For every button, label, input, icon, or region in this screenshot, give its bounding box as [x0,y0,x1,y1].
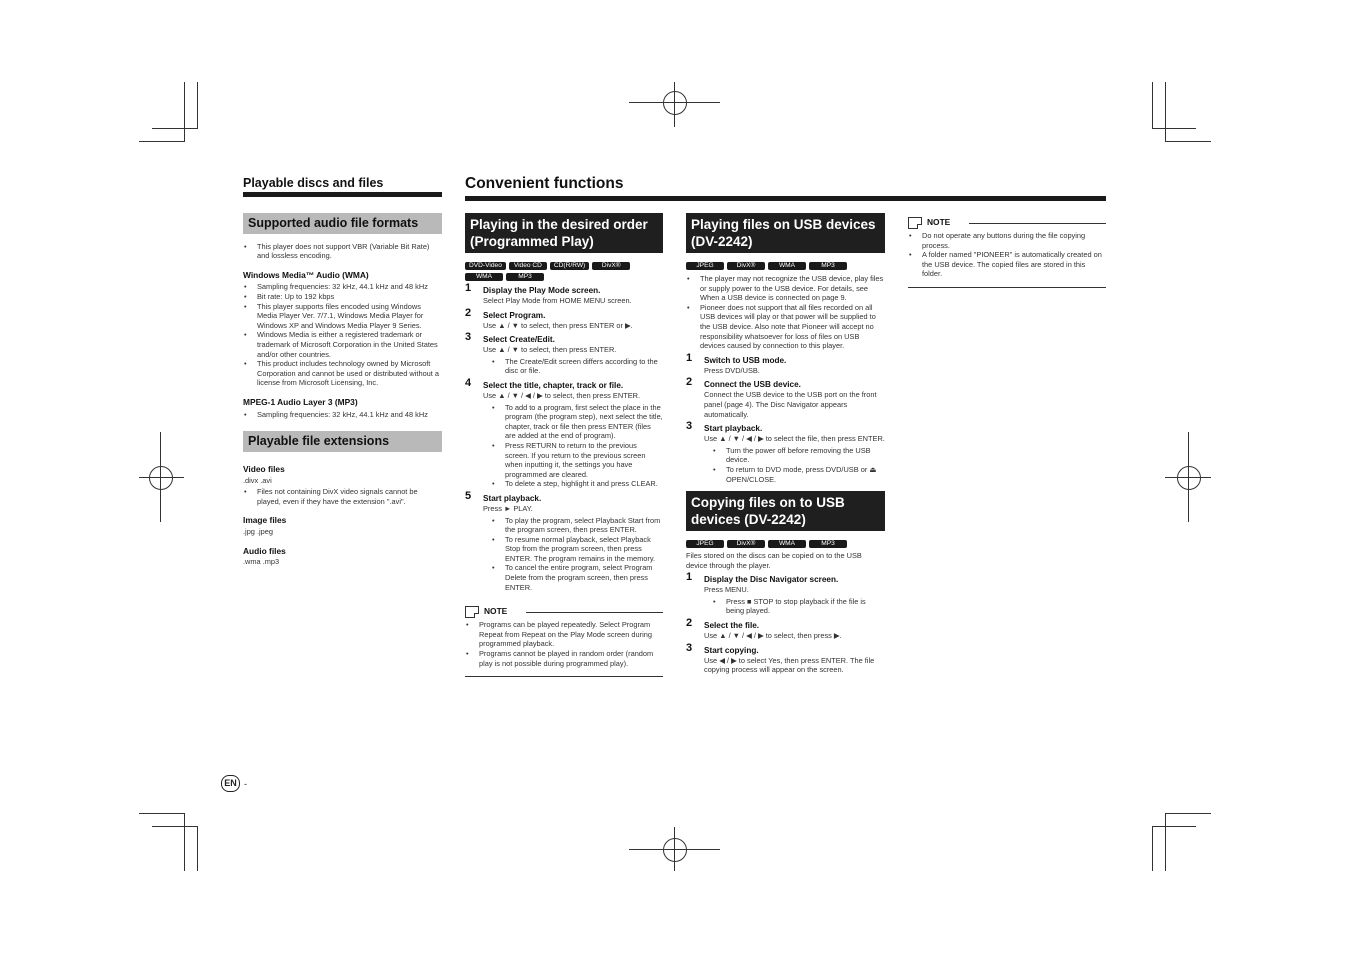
usb-play-intro [686,274,885,351]
image-files-title: Image files [243,515,287,526]
list-item: • To play the program, select Playback Start from the program screen, then press ENTER. [505,516,663,535]
step-number: 2 [686,376,693,389]
step-title: Connect the USB device. [704,380,801,390]
list-item: • This product includes technology owned by Microsoft Corporation and cannot be used or distributed without a license from Microsoft Licensing, Inc. [257,359,442,388]
step-desc: Press DVD/USB. [704,365,760,375]
note-label: NOTE [484,606,508,617]
tag-badge: DivX® [727,540,765,548]
image-ext: .jpg .jpeg [243,527,273,537]
extensions-title: Playable file extensions [243,431,442,452]
usb-copy-title: Copying files on to USB devices (DV-2242) [686,491,885,531]
tag-badge: WMA [768,540,806,548]
usb-play-tags [686,262,856,270]
note-icon [908,217,922,229]
list-item: • Sampling frequencies: 32 kHz, 44.1 kHz and 48 kHz [257,282,442,292]
step-desc: Press MENU. [704,585,749,595]
list-item: • To resume normal playback, select Playback Stop from the program screen, then press ENTER. The program remains in the memory. [505,535,663,564]
note-label: NOTE [927,217,951,228]
list-item: • Do not operate any buttons during the file copying process. [922,231,1106,250]
header-rule [243,192,442,197]
tag-badge: DivX® [592,262,630,270]
usb-play-title: Playing files on USB devices (DV-2242) [686,213,885,253]
tag-badge: CD(R/RW) [550,262,589,270]
step [686,571,885,616]
section-header: Playable discs and files [243,176,384,190]
usb-copy-intro: Files stored on the discs can be copied on to the USB device through the player. [686,551,862,570]
step-desc: Use ▲ / ▼ / ◀ / ▶ to select, then press ▶. [704,631,842,641]
page-title: Convenient functions [465,175,624,192]
video-files-title: Video files [243,464,285,475]
list-item: • This player supports files encoded using Windows Media Player Ver. 7/7.1, Windows Media Player for Windows XP and Windows Media Player 9 Series. [257,302,442,331]
right-note-column [908,203,1106,288]
note-rule [969,223,1106,224]
list-item: • The player may not recognize the USB device, play files or supply power to the USB device. For details, see When a USB device is connected on page 9. [700,274,885,303]
audio-ext: .wma .mp3 [243,557,280,567]
disc-type-tags [465,262,635,281]
step-desc: Use ◀ / ▶ to select Yes, then press ENTER. The file copying process will appear on the screen. [704,655,875,675]
step-number: 1 [686,351,693,364]
audio-formats-title: Supported audio file formats [243,213,442,234]
tag-badge: WMA [465,273,503,281]
programmed-play-title: Playing in the desired order (Programmed Play) [465,213,663,253]
step-title: Start copying. [704,645,759,655]
note-header [908,217,1106,229]
list-item: • Programs can be played repeatedly. Select Program Repeat from Repeat on the Play Mode screen during programmed playback. [479,620,663,649]
usb-column [686,213,885,675]
step [465,376,663,489]
list-item: • Pioneer does not support that all files recorded on all USB devices will play or that power will be supplied to the USB device. Also note that Pioneer will accept no responsibility whatsoever for loss of files on USB devices caused by connection to this player. [700,303,885,351]
list-item: • The Create/Edit screen differs according to the disc or file. [505,357,663,376]
wma-list [243,282,442,388]
wma-title: Windows Media™ Audio (WMA) [243,269,369,280]
section-end-rule [465,676,663,677]
video-list [243,487,442,506]
note-header [465,606,663,618]
step [686,351,885,376]
list-item: • A folder named "PIONEER" is automatically created on the USB device. The copied files are stored in this folder. [922,250,1106,279]
list-item: • To delete a step, highlight it and press CLEAR. [505,479,663,489]
list-item: • This player does not support VBR (Variable Bit Rate) and lossless encoding. [257,242,442,261]
list-item: • Programs cannot be played in random order (random play is not possible during programmed play). [479,649,663,668]
list-item: • Files not containing DivX video signals cannot be played, even if they have the extension ".avi". [257,487,442,506]
step [686,376,885,419]
step-desc: Select Play Mode from HOME MENU screen. [483,296,632,305]
step-desc: Connect the USB device to the USB port on the front panel (page 4). The Disc Navigator appears automatically. [704,390,877,419]
step-desc: Use ▲ / ▼ / ◀ / ▶ to select the file, then press ENTER. [704,434,885,444]
tag-badge: JPEG [686,262,724,270]
step-title: Select Create/Edit. [483,335,555,345]
left-column [243,176,442,567]
list-item: • To cancel the entire program, select Program Delete from the program screen, then press ENTER. [505,563,663,592]
step-title: Display the Play Mode screen. [483,286,601,295]
step-title: Display the Disc Navigator screen. [704,575,839,585]
note-list [908,231,1106,279]
step [686,641,885,675]
step-number: 3 [686,641,693,654]
list-item: • Turn the power off before removing the USB device. [726,446,885,465]
tag-badge: Video CD [509,262,547,270]
list-item: • Sampling frequencies: 32 kHz, 44.1 kHz and 48 kHz [257,410,442,420]
tag-badge: DVD-Video [465,262,506,270]
step-desc: Use ▲ / ▼ / ◀ / ▶ to select, then press ENTER. [483,390,641,400]
step-title: Select Program. [483,310,546,320]
step [686,617,885,641]
step-number: 5 [465,489,472,502]
language-badge: EN [221,775,240,792]
list-item: • Bit rate: Up to 192 kbps [257,292,442,302]
tag-badge: DivX® [727,262,765,270]
step-number: 4 [465,376,472,389]
step-bullets [491,357,663,376]
step [465,306,663,331]
list-item: • Press RETURN to return to the previous screen. If you return to the previous screen when inputting it, the settings you have programmed are cleared. [505,441,663,479]
page-number [221,775,247,792]
step-number: 2 [686,617,693,630]
step-title: Start playback. [483,493,542,503]
tag-badge: MP3 [809,540,847,548]
step-title: Select the title, chapter, track or file. [483,380,624,390]
list-item: • Windows Media is either a registered trademark or trademark of Microsoft Corporation in the United States and/or other countries. [257,330,442,359]
usb-copy-tags [686,540,856,548]
mp3-title: MPEG-1 Audio Layer 3 (MP3) [243,396,358,407]
step-number: 1 [686,571,693,584]
step-desc: Use ▲ / ▼ to select, then press ENTER or ▶. [483,320,633,330]
list-item: • Press ■ STOP to stop playback if the file is being played. [726,597,885,616]
title-rule [465,196,1106,201]
section-end-rule [908,287,1106,288]
step [686,420,885,484]
note-icon [465,606,479,618]
list-item: • To return to DVD mode, press DVD/USB or ⏏ OPEN/CLOSE. [726,465,885,484]
step-number: 1 [465,282,472,294]
step-number: 2 [465,306,472,319]
programmed-play-column [465,213,663,677]
step-title: Select the file. [704,621,760,631]
step-title: Start playback. [704,424,763,434]
mp3-list [243,410,442,420]
step [465,489,663,592]
main-title-block [465,175,1106,201]
step [465,331,663,376]
video-ext: .divx .avi [243,475,272,485]
tag-badge: MP3 [506,273,544,281]
step-bullets [491,403,663,489]
note-rule [526,612,663,613]
note-list [465,620,663,668]
step-number: 3 [686,420,693,433]
list-item: • To add to a program, first select the place in the program (the program step), next select the title, chapter, track or file then press ENTER (files are added at the end of program). [505,403,663,441]
page-dash: - [244,778,247,789]
step-title: Switch to USB mode. [704,355,787,365]
tag-badge: WMA [768,262,806,270]
audio-files-title: Audio files [243,545,286,556]
tag-badge: JPEG [686,540,724,548]
step [465,282,663,306]
tag-badge: MP3 [809,262,847,270]
step-desc: Press ► PLAY. [483,503,533,513]
step-desc: Use ▲ / ▼ to select, then press ENTER. [483,345,617,355]
step-bullets [491,516,663,593]
step-bullets [712,597,885,616]
step-number: 3 [465,331,472,344]
step-bullets [712,446,885,484]
audio-intro-list [243,242,442,261]
